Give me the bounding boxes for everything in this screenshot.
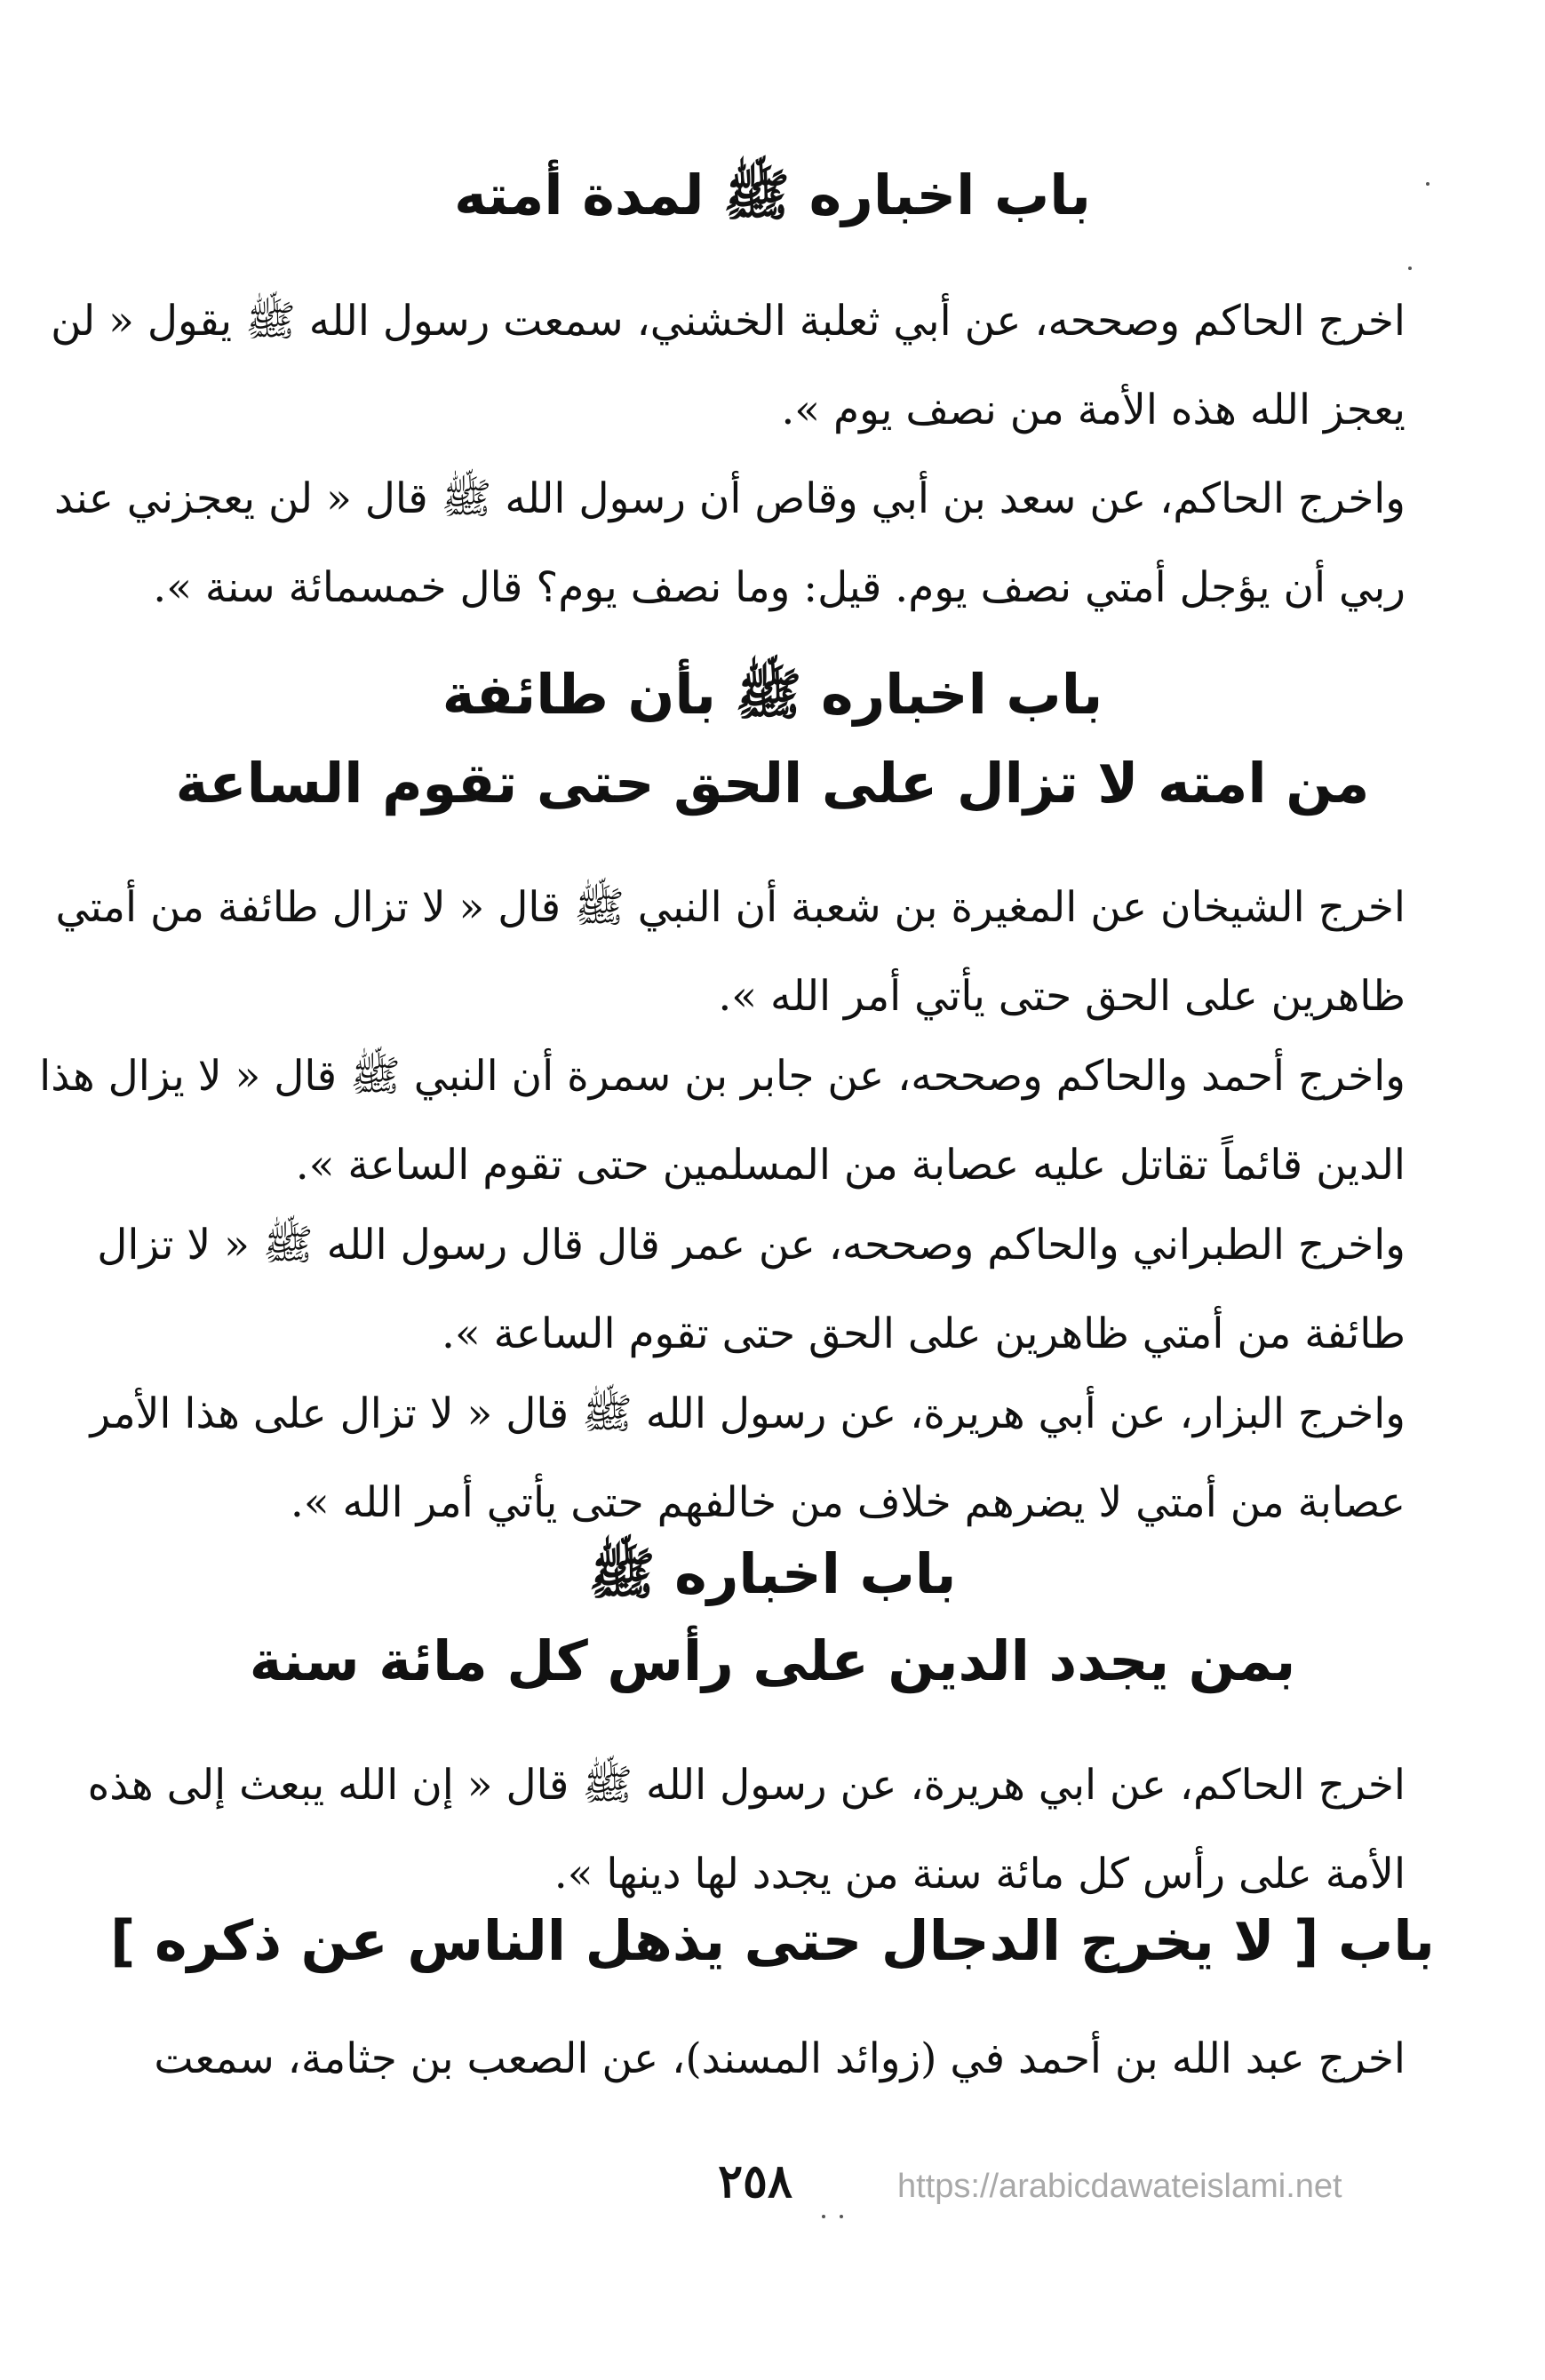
page-number: ٢٥٨ xyxy=(718,2154,792,2209)
paragraph-line: واخرج الطبراني والحاكم وصححه، عن عمر قال قال رسول الله ﷺ « لا تزال xyxy=(97,1221,1406,1270)
paragraph-line: الأمة على رأس كل مائة سنة من يجدد لها دينها ». xyxy=(553,1850,1406,1898)
paragraph-line: اخرج عبد الله بن أحمد في (زوائد المسند)، عن الصعب بن جثامة، سمعت xyxy=(154,2034,1406,2083)
paragraph-line: ربي أن يؤجل أمتي نصف يوم. قيل: وما نصف يوم؟ قال خمسمائة سنة ». xyxy=(153,563,1406,612)
paragraph-line: ظاهرين على الحق حتى يأتي أمر الله ». xyxy=(718,972,1406,1021)
scan-speck xyxy=(822,2215,825,2218)
chapter-heading-3-line-2: بمن يجدد الدين على رأس كل مائة سنة xyxy=(249,1628,1296,1693)
paragraph-line: عصابة من أمتي لا يضرهم خلاف من خالفهم حتى يأتي أمر الله ». xyxy=(290,1478,1406,1527)
paragraph-8 xyxy=(78,2015,1406,2104)
paragraph-7 xyxy=(78,1741,1406,1919)
paragraph-line: واخرج البزار، عن أبي هريرة، عن رسول الله ﷺ قال « لا تزال على هذا الأمر xyxy=(90,1389,1406,1438)
chapter-heading-3-line-1: باب اخباره ﷺ xyxy=(588,1541,957,1606)
paragraph-line: الدين قائماً تقاتل عليه عصابة من المسلمين حتى تقوم الساعة ». xyxy=(295,1141,1406,1190)
paragraph-5 xyxy=(78,1201,1406,1379)
paragraph-line: طائفة من أمتي ظاهرين على الحق حتى تقوم الساعة ». xyxy=(442,1309,1406,1358)
watermark-url: https://arabicdawateislami.net xyxy=(897,2168,1342,2205)
chapter-heading-4: باب [ لا يخرج الدجال حتى يذهل الناس عن ذكره ] xyxy=(110,1908,1435,1973)
paragraph-line: اخرج الشيخان عن المغيرة بن شعبة أن النبي ﷺ قال « لا تزال طائفة من أمتي xyxy=(55,883,1406,932)
chapter-heading-2-line-2: من امته لا تزال على الحق حتى تقوم الساعة xyxy=(175,751,1370,816)
paragraph-line: اخرج الحاكم، عن ابي هريرة، عن رسول الله ﷺ قال « إن الله يبعث إلى هذه xyxy=(87,1761,1406,1810)
paragraph-4 xyxy=(39,1032,1406,1210)
paragraph-3 xyxy=(55,864,1406,1041)
paragraph-line: يعجز الله هذه الأمة من نصف يوم ». xyxy=(781,386,1406,434)
paragraph-6 xyxy=(78,1370,1406,1548)
scan-speck xyxy=(1426,182,1430,186)
paragraph-line: واخرج الحاكم، عن سعد بن أبي وقاص أن رسول الله ﷺ قال « لن يعجزني عند xyxy=(53,474,1406,523)
paragraph-line: واخرج أحمد والحاكم وصححه، عن جابر بن سمرة أن النبي ﷺ قال « لا يزال هذا xyxy=(39,1052,1406,1101)
paragraph-1 xyxy=(51,277,1406,455)
scan-speck xyxy=(1408,267,1412,270)
paragraph-line: اخرج الحاكم وصححه، عن أبي ثعلبة الخشني، سمعت رسول الله ﷺ يقول « لن xyxy=(51,297,1406,346)
chapter-heading-1: باب اخباره ﷺ لمدة أمته xyxy=(454,163,1091,227)
chapter-heading-2-line-1: باب اخباره ﷺ بأن طائفة xyxy=(442,662,1103,727)
scan-speck xyxy=(840,2215,843,2218)
paragraph-2 xyxy=(53,455,1406,633)
